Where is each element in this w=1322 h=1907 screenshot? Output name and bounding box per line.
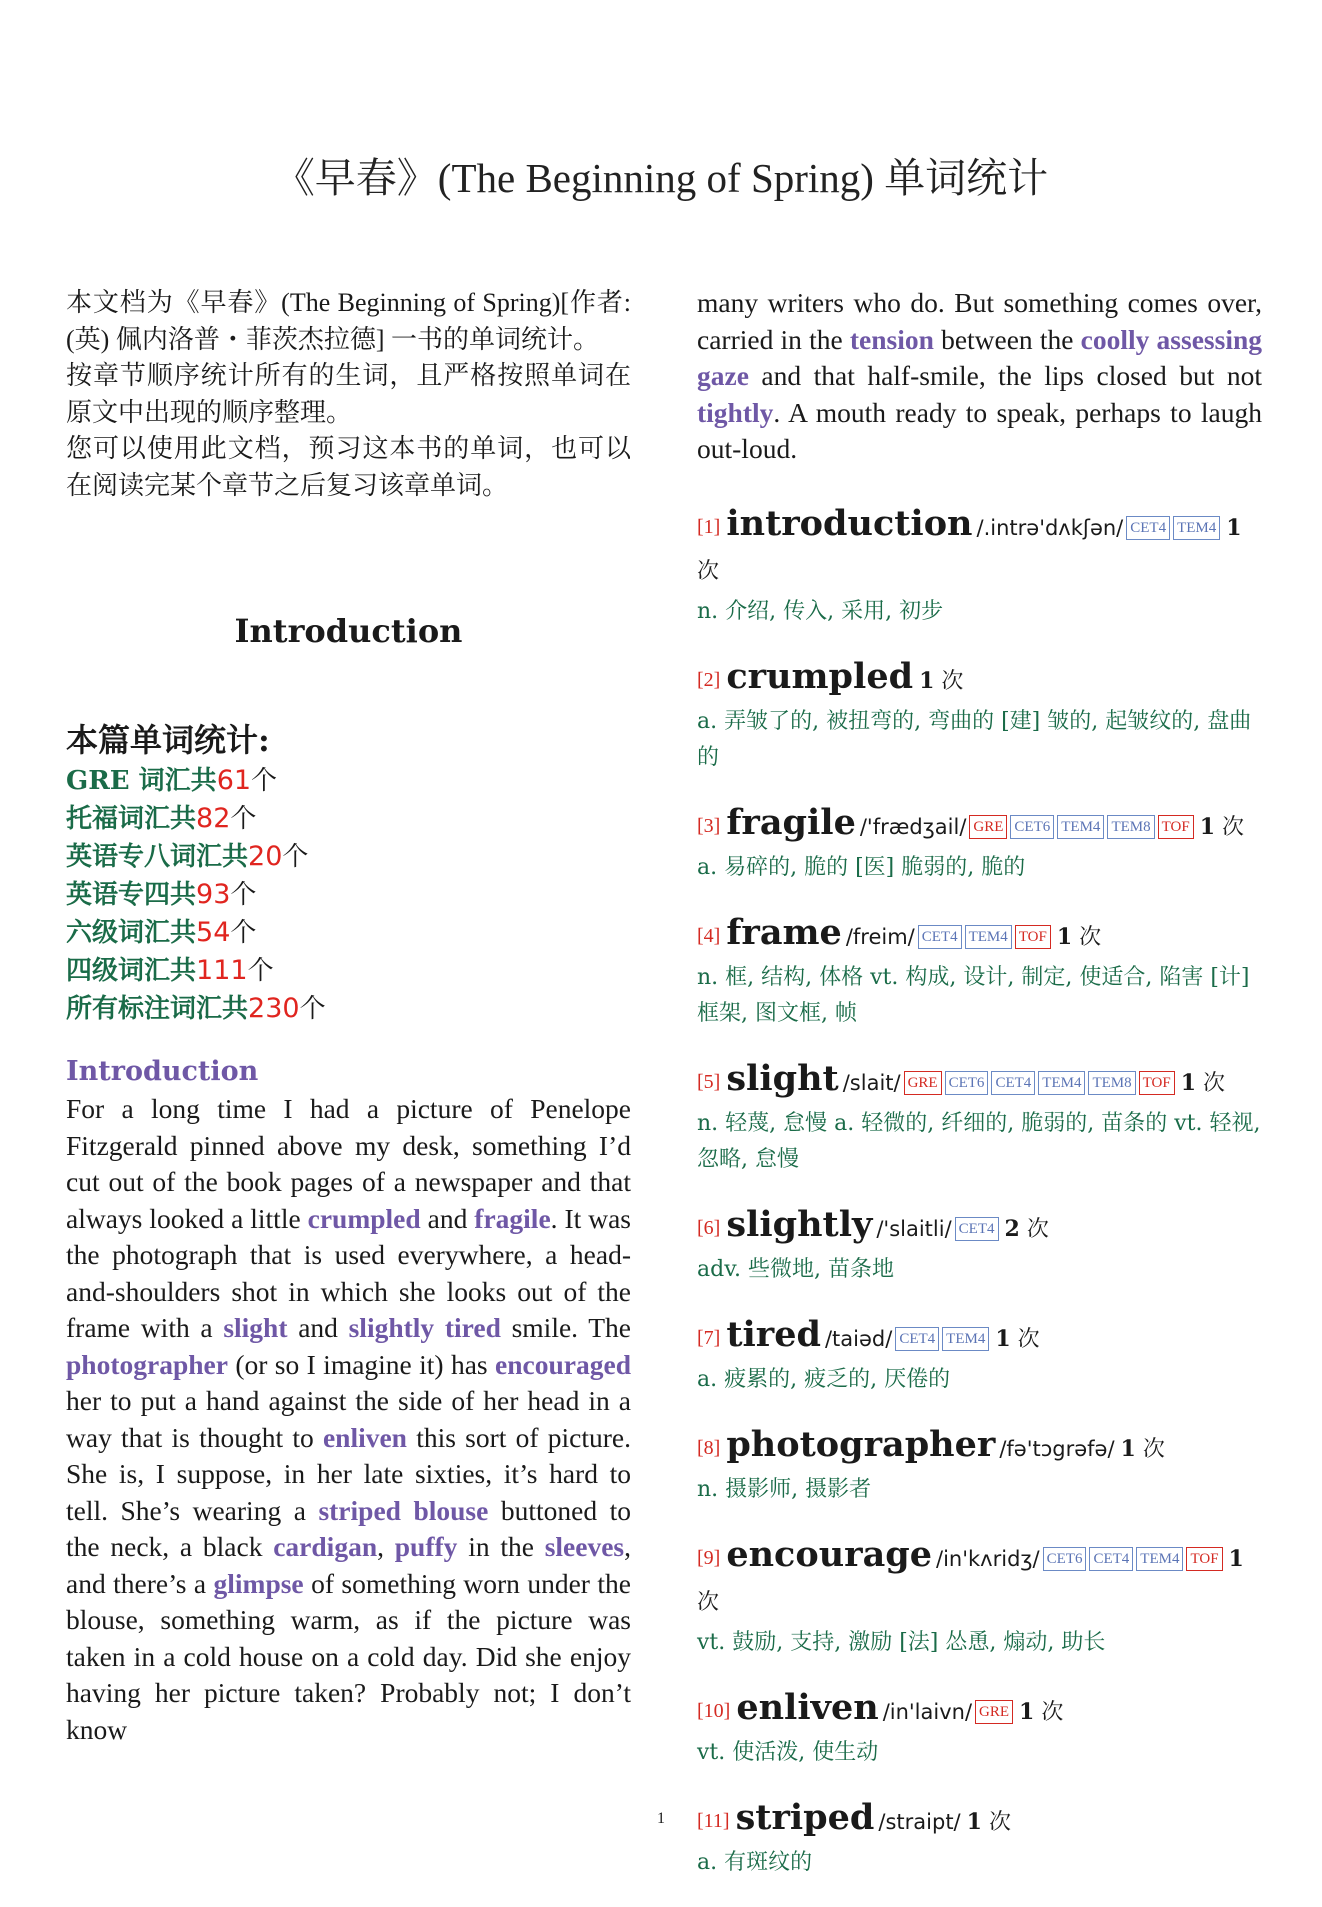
entry-count: 1 次 xyxy=(1019,1698,1064,1725)
vocab-highlight[interactable]: slightly tired xyxy=(348,1312,501,1343)
entry-count: 1 次 xyxy=(1199,813,1245,840)
entry-head xyxy=(697,802,1262,850)
entry-count: 1 次 xyxy=(697,1545,1244,1615)
vocab-entry xyxy=(697,912,1262,1032)
entry-definition: n. 轻蔑, 怠慢 a. 轻微的, 纤细的, 脆弱的, 苗条的 vt. 轻视, 忽略, 怠慢 xyxy=(697,1110,1261,1172)
exam-tag: TEM4 xyxy=(1173,516,1220,540)
entry-word[interactable]: photographer xyxy=(726,1423,996,1465)
intro-paragraph: 您可以使用此文档，预习这本书的单词，也可以在阅读完某个章节之后复习该章单词。 xyxy=(66,434,631,500)
entry-word[interactable]: introduction xyxy=(726,502,973,544)
entry-definition: a. 弄皱了的, 被扭弯的, 弯曲的 [建] 皱的, 起皱纹的, 盘曲的 xyxy=(697,708,1252,770)
stats-list xyxy=(66,762,631,1028)
entry-word[interactable]: fragile xyxy=(726,801,856,843)
entry-count: 1 次 xyxy=(1056,923,1102,950)
entry-definition: n. 框, 结构, 体格 vt. 构成, 设计, 制定, 使适合, 陷害 [计] 框架, 图文框, 帧 xyxy=(697,964,1250,1026)
exam-tag: TEM4 xyxy=(942,1327,989,1351)
exam-tag: TOF xyxy=(1139,1071,1175,1095)
exam-tag: TEM4 xyxy=(1038,1071,1085,1095)
entry-definition: a. 易碎的, 脆的 [医] 脆弱的, 脆的 xyxy=(697,854,1026,880)
stat-count: 20 xyxy=(248,841,283,872)
vocab-highlight[interactable]: enliven xyxy=(322,1421,407,1453)
entry-head xyxy=(697,1424,1262,1472)
passage-right xyxy=(697,285,1262,468)
entry-word[interactable]: slight xyxy=(726,1057,839,1099)
exam-tag: CET4 xyxy=(895,1327,939,1351)
entry-count: 1 次 xyxy=(1180,1069,1226,1096)
vocab-entry xyxy=(697,656,1262,776)
entry-index: [5] xyxy=(697,1070,721,1093)
page-title: 《早春》(The Beginning of Spring) 单词统计 xyxy=(273,155,1049,201)
entry-phonetic: /taiəd/ xyxy=(824,1326,893,1351)
entry-phonetic: /'slaitli/ xyxy=(876,1216,952,1241)
entry-phonetic: /in'laivn/ xyxy=(882,1699,973,1724)
stat-unit: 个 xyxy=(247,956,274,986)
exam-tag: TOF xyxy=(1158,815,1194,839)
vocab-highlight[interactable]: glimpse xyxy=(213,1567,304,1599)
entry-head xyxy=(697,656,1262,704)
vocab-entry xyxy=(697,1204,1262,1288)
entry-word[interactable]: slightly xyxy=(726,1203,873,1245)
vocab-entry xyxy=(697,1687,1262,1771)
stat-count: 230 xyxy=(248,993,300,1024)
vocab-highlight[interactable]: encouraged xyxy=(495,1348,631,1380)
stats-heading: 本篇单词统计: xyxy=(66,721,270,759)
intro-paragraph: 按章节顺序统计所有的生词，且严格按照单词在原文中出现的顺序整理。 xyxy=(66,361,631,427)
entry-index: [9] xyxy=(697,1546,721,1569)
entry-phonetic: /fə'tɔgrəfə/ xyxy=(999,1436,1115,1461)
entry-phonetic: /straipt/ xyxy=(878,1809,961,1834)
entry-index: [10] xyxy=(697,1699,731,1722)
exam-tag: TEM8 xyxy=(1088,1071,1135,1095)
vocab-highlight[interactable]: cardigan xyxy=(273,1531,378,1562)
entry-word[interactable]: enliven xyxy=(736,1686,879,1728)
stat-label: 四级词汇共 xyxy=(66,956,197,986)
entry-word[interactable]: encourage xyxy=(726,1533,933,1575)
entry-index: [8] xyxy=(697,1436,721,1459)
exam-tag: CET4 xyxy=(991,1071,1035,1095)
exam-tag: CET4 xyxy=(1089,1547,1133,1571)
entry-head xyxy=(697,1204,1262,1252)
stat-count: 93 xyxy=(196,879,231,910)
entry-count: 1 次 xyxy=(919,667,964,694)
entry-index: [7] xyxy=(697,1326,721,1349)
vocab-highlight[interactable]: slight xyxy=(223,1312,288,1343)
passage-paragraph: For a long time I had a picture of Penelope Fitzgerald pinned above my desk, something I’d cut out of the book pages of a newspaper and that always looked a little crumpled and fragile. It was the photograph that is used everywhere, a head-and-shoulders shot in which she looks out of the frame with a slight and slightly tired smile. The photographer (or so I imagine it) has encouraged her to put a hand against the side of her head in a way that is thought to enliven this sort of picture. She is, I suppose, in her late sixties, it’s hard to tell. She’s wearing a striped blouse buttoned to the neck, a black cardigan, puffy in the sleeves, and there’s a glimpse of something worn under the blouse, something warm, as if the picture was taken in a cold house on a cold day. Did she enjoy having her picture taken? Probably not; I don’t know xyxy=(66,1093,632,1745)
entry-index: [3] xyxy=(697,814,721,837)
exam-tag: GRE xyxy=(969,815,1007,839)
entry-phonetic: /in'kʌridʒ/ xyxy=(936,1546,1040,1571)
entry-count: 1 次 xyxy=(995,1325,1040,1352)
exam-tag: TOF xyxy=(1015,925,1051,949)
vocab-entry xyxy=(697,1424,1262,1508)
entry-index: [1] xyxy=(697,515,721,538)
stat-unit: 个 xyxy=(230,880,257,910)
vocab-entry xyxy=(697,802,1262,886)
exam-tag: CET6 xyxy=(1043,1547,1087,1571)
exam-tag: CET6 xyxy=(945,1071,989,1095)
entry-word[interactable]: crumpled xyxy=(726,655,914,697)
entry-count: 1 次 xyxy=(1120,1435,1165,1462)
passage-left xyxy=(66,1091,631,1748)
stat-label: 英语专四共 xyxy=(66,880,197,910)
right-column xyxy=(697,285,1262,1907)
chapter-label: Introduction xyxy=(66,1056,259,1087)
entry-definition: vt. 使活泼, 使生动 xyxy=(697,1739,879,1765)
page-number: 1 xyxy=(657,1810,665,1827)
exam-tag: CET4 xyxy=(918,925,962,949)
stat-label: GRE 词汇共 xyxy=(66,766,217,796)
entry-index: [6] xyxy=(697,1216,721,1239)
vocab-highlight[interactable]: sleeves xyxy=(544,1531,625,1562)
stat-line xyxy=(66,838,631,876)
entry-phonetic: /freim/ xyxy=(845,924,915,949)
stat-count: 54 xyxy=(196,917,231,948)
stat-label: 所有标注词汇共 xyxy=(66,994,249,1024)
entry-definition: n. 介绍, 传入, 采用, 初步 xyxy=(697,598,944,624)
entry-index: [11] xyxy=(697,1809,730,1832)
entry-phonetic: /slait/ xyxy=(842,1070,901,1095)
entry-definition: a. 疲累的, 疲乏的, 厌倦的 xyxy=(697,1366,951,1392)
intro-text xyxy=(66,285,631,504)
entry-definition: adv. 些微地, 苗条地 xyxy=(697,1256,894,1282)
vocab-highlight[interactable]: striped blouse xyxy=(318,1494,489,1526)
stat-line xyxy=(66,914,631,952)
stat-count: 111 xyxy=(196,955,248,986)
stat-line xyxy=(66,876,631,914)
vocab-highlight[interactable]: fragile xyxy=(474,1202,551,1234)
stat-label: 六级词汇共 xyxy=(66,918,197,948)
exam-tag: TEM4 xyxy=(1057,815,1104,839)
stat-unit: 个 xyxy=(230,918,257,948)
entry-word[interactable]: tired xyxy=(726,1313,821,1355)
entry-phonetic: /'frædʒail/ xyxy=(859,814,967,839)
stat-line xyxy=(66,762,631,800)
stat-unit: 个 xyxy=(230,804,257,834)
vocab-entry xyxy=(697,1534,1262,1661)
exam-tag: GRE xyxy=(975,1700,1013,1724)
stat-line xyxy=(66,952,631,990)
stat-unit: 个 xyxy=(282,842,309,872)
vocab-entry-list xyxy=(697,503,1262,1881)
entry-definition: n. 摄影师, 摄影者 xyxy=(697,1476,872,1502)
stat-line xyxy=(66,990,631,1028)
entry-phonetic: /.intrə'dʌkʃən/ xyxy=(976,515,1124,540)
exam-tag: CET6 xyxy=(1010,815,1054,839)
entry-head xyxy=(697,912,1262,960)
entry-head xyxy=(697,503,1262,594)
vocab-entry xyxy=(697,503,1262,630)
entry-word[interactable]: striped xyxy=(735,1796,875,1838)
entry-count: 1 次 xyxy=(697,514,1242,584)
stat-count: 61 xyxy=(216,765,252,796)
entry-head xyxy=(697,1314,1262,1362)
entry-index: [4] xyxy=(697,924,721,947)
left-column xyxy=(66,285,631,1748)
stat-label: 英语专八词汇共 xyxy=(66,842,249,872)
entry-head xyxy=(697,1687,1262,1735)
exam-tag: CET4 xyxy=(955,1217,999,1241)
stat-label: 托福词汇共 xyxy=(66,804,197,834)
stat-unit: 个 xyxy=(251,766,278,796)
exam-tag: TEM4 xyxy=(1136,1547,1183,1571)
entry-definition: a. 有斑纹的 xyxy=(697,1849,813,1875)
entry-definition: vt. 鼓励, 支持, 激励 [法] 怂恿, 煽动, 助长 xyxy=(697,1629,1106,1655)
vocab-highlight[interactable]: crumpled xyxy=(307,1202,421,1234)
vocab-highlight[interactable]: coolly assessing gaze xyxy=(697,323,1263,391)
intro-paragraph: 本文档为《早春》(The Beginning of Spring)[作者: (英) 佩内洛普・菲茨杰拉德] 一书的单词统计。 xyxy=(66,288,631,354)
entry-head xyxy=(697,1534,1262,1625)
exam-tag: CET4 xyxy=(1126,516,1170,540)
exam-tag: TEM4 xyxy=(965,925,1012,949)
vocab-highlight[interactable]: tightly xyxy=(697,396,774,428)
entry-count: 2 次 xyxy=(1004,1215,1049,1242)
vocab-highlight[interactable]: photographer xyxy=(66,1348,228,1380)
entry-count: 1 次 xyxy=(966,1808,1011,1835)
vocab-highlight[interactable]: puffy xyxy=(394,1531,458,1562)
stat-count: 82 xyxy=(196,803,231,834)
vocab-highlight[interactable]: tension xyxy=(849,323,934,355)
entry-index: [2] xyxy=(697,668,721,691)
exam-tag: TEM8 xyxy=(1107,815,1154,839)
vocab-entry xyxy=(697,1314,1262,1398)
entry-head xyxy=(697,1058,1262,1106)
section-heading: Introduction xyxy=(234,612,463,650)
stat-line xyxy=(66,800,631,838)
exam-tag: TOF xyxy=(1186,1547,1222,1571)
vocab-entry xyxy=(697,1058,1262,1178)
exam-tag: GRE xyxy=(904,1071,942,1095)
passage-paragraph: many writers who do. But something comes over, carried in the tension between the coolly assessing gaze and that half-smile, the lips closed but not tightly. A mouth ready to speak, perhaps to laugh out-loud. xyxy=(697,287,1263,464)
stat-unit: 个 xyxy=(299,994,326,1024)
entry-word[interactable]: frame xyxy=(726,911,842,953)
